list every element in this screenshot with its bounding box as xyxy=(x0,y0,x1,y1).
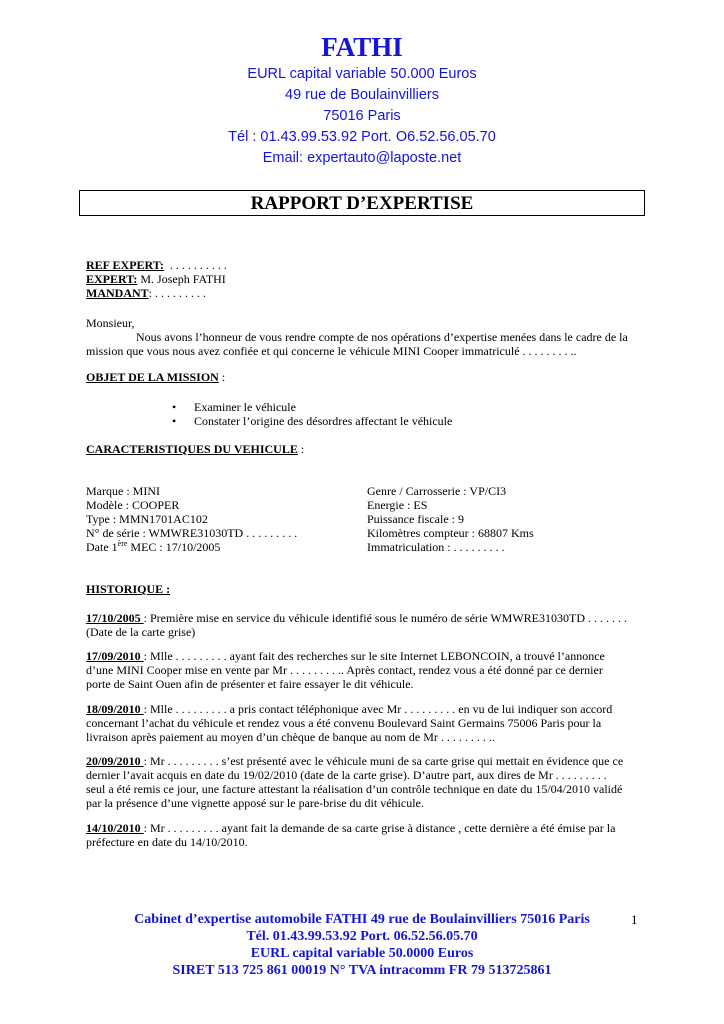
history-text: : Mr . . . . . . . . . ayant fait la demande de sa carte grise à distance , cette dernière a été émise par la xyxy=(143,821,616,835)
report-title: RAPPORT D’EXPERTISE xyxy=(250,193,474,214)
mission-list xyxy=(86,400,646,428)
spec-modele: Modèle : COOPER xyxy=(86,498,180,512)
ref-expert-value: . . . . . . . . . . xyxy=(163,258,227,272)
bullet-icon: • xyxy=(172,414,177,428)
list-item xyxy=(86,414,646,428)
mandant-value: : . . . . . . . . . xyxy=(148,286,207,300)
history-text: concernant l’achat du véhicule et rendez vous a été convenu Boulevard Saint Germains 75006 Paris pour la xyxy=(86,716,602,730)
history-date: 14/10/2010 xyxy=(86,821,144,835)
mission-heading-suffix: : xyxy=(218,370,226,384)
bullet-icon: • xyxy=(172,400,177,414)
history-text: porte de Saint Ouen afin de présenter et faire essayer le dit véhicule. xyxy=(86,677,414,691)
date-prefix: Date 1 xyxy=(86,540,118,554)
salutation: Monsieur, xyxy=(86,316,135,330)
footer-line-4: SIRET 513 725 861 00019 N° TVA intracomm FR 79 513725861 xyxy=(172,963,552,978)
caracteristiques-heading-suffix: : xyxy=(297,442,305,456)
company-street: 49 rue de Boulainvilliers xyxy=(285,87,439,103)
spec-immatriculation: Immatriculation : . . . . . . . . . xyxy=(367,540,505,554)
history-entry xyxy=(86,649,646,691)
history-date: 18/09/2010 xyxy=(86,702,144,716)
spec-type: Type : MMN1701AC102 xyxy=(86,512,208,526)
spec-kilometrage: Kilomètres compteur : 68807 Kms xyxy=(367,526,534,540)
footer xyxy=(0,911,724,979)
spec-serie: N° de série : WMWRE31030TD . . . . . . . . . xyxy=(86,526,298,540)
company-phone: Tél : 01.43.99.53.92 Port. O6.52.56.05.70 xyxy=(228,129,496,145)
letter-intro xyxy=(86,316,646,358)
history-text: dernier l’avait acquis en date du 19/02/2010 (date de la carte grise). D’autre part, aux dires de Mr . . . . . . . . . xyxy=(86,768,607,782)
history-entry xyxy=(86,754,646,810)
spec-date-mec xyxy=(86,540,366,554)
company-capital: EURL capital variable 50.000 Euros xyxy=(247,66,477,82)
historique-heading: HISTORIQUE : xyxy=(86,582,171,596)
spec-puissance: Puissance fiscale : 9 xyxy=(367,512,464,526)
caracteristiques-section xyxy=(86,442,646,456)
history-date: 20/09/2010 xyxy=(86,754,144,768)
ref-expert-line xyxy=(86,258,646,272)
history-text: par la présence d’une vignette apposé sur le pare-brise du dit véhicule. xyxy=(86,796,424,810)
history-text: préfecture en date du 14/10/2010. xyxy=(86,835,248,849)
mission-item-text: Examiner le véhicule xyxy=(194,400,296,414)
history-text: : Première mise en service du véhicule identifié sous le numéro de série WMWRE31030TD . . . . . . . xyxy=(143,611,627,625)
footer-line-3: EURL capital variable 50.0000 Euros xyxy=(250,946,474,961)
references xyxy=(86,258,646,300)
history-entry xyxy=(86,611,646,639)
expert-line xyxy=(86,272,646,286)
history-text: : Mr . . . . . . . . . s’est présenté avec le véhicule muni de sa carte grise qui mettait en évidence que ce xyxy=(143,754,624,768)
intro-line-2: mission que vous nous avez confiée et qui concerne le véhicule MINI Cooper immatriculé . . . . . . . . .. xyxy=(86,344,577,358)
history-entry xyxy=(86,821,646,849)
spec-marque: Marque : MINI xyxy=(86,484,160,498)
list-item xyxy=(86,400,646,414)
history-text: : Mlle . . . . . . . . . ayant fait des recherches sur le site Internet LEBONCOIN, a trouvé l’annonce xyxy=(143,649,605,663)
history-date: 17/10/2005 xyxy=(86,611,144,625)
history-text: (Date de la carte grise) xyxy=(86,625,196,639)
page-number: 1 xyxy=(631,912,638,927)
date-suffix: MEC : 17/10/2005 xyxy=(127,540,221,554)
expert-label: EXPERT: xyxy=(86,272,138,286)
history-text: : Mlle . . . . . . . . . a pris contact téléphonique avec Mr . . . . . . . . . en vu de lui indiquer son accord xyxy=(143,702,613,716)
history-date: 17/09/2010 xyxy=(86,649,144,663)
mission-section xyxy=(86,370,646,384)
company-city: 75016 Paris xyxy=(323,108,401,124)
history-entry xyxy=(86,702,646,744)
caracteristiques-heading: CARACTERISTIQUES DU VEHICULE xyxy=(86,442,298,456)
company-name: FATHI xyxy=(321,32,403,62)
mandant-line xyxy=(86,286,646,300)
date-sup: ère xyxy=(117,539,128,548)
vehicle-specs-right xyxy=(367,484,647,554)
expert-value: M. Joseph FATHI xyxy=(137,272,226,286)
letterhead xyxy=(0,30,724,169)
report-title-box xyxy=(79,190,645,216)
mission-heading: OBJET DE LA MISSION xyxy=(86,370,219,384)
ref-expert-label: REF EXPERT: xyxy=(86,258,164,272)
spec-energie: Energie : ES xyxy=(367,498,428,512)
footer-line-1: Cabinet d’expertise automobile FATHI 49 rue de Boulainvilliers 75016 Paris xyxy=(134,912,590,927)
mission-item-text: Constater l’origine des désordres affectant le véhicule xyxy=(194,414,453,428)
historique-section xyxy=(86,582,646,596)
company-email: Email: expertauto@laposte.net xyxy=(262,150,462,166)
history-text: seul a été remis ce jour, une facture attestant la réalisation d’un contrôle technique en date du 15/04/2010 validé xyxy=(86,782,623,796)
vehicle-specs-left xyxy=(86,484,366,554)
mandant-label: MANDANT xyxy=(86,286,149,300)
history-text: livraison après paiement au moyen d’un chèque de banque au nom de Mr . . . . . . . . .. xyxy=(86,730,495,744)
footer-line-2: Tél. 01.43.99.53.92 Port. 06.52.56.05.70 xyxy=(246,929,478,944)
spec-genre: Genre / Carrosserie : VP/CI3 xyxy=(367,484,507,498)
intro-line-1: Nous avons l’honneur de vous rendre compte de nos opérations d’expertise menées dans le cadre de la xyxy=(136,330,628,344)
history-text: d’une MINI Cooper mise en vente par Mr . . . . . . . . .. Après contact, rendez vous a été donné par ce dernier xyxy=(86,663,603,677)
